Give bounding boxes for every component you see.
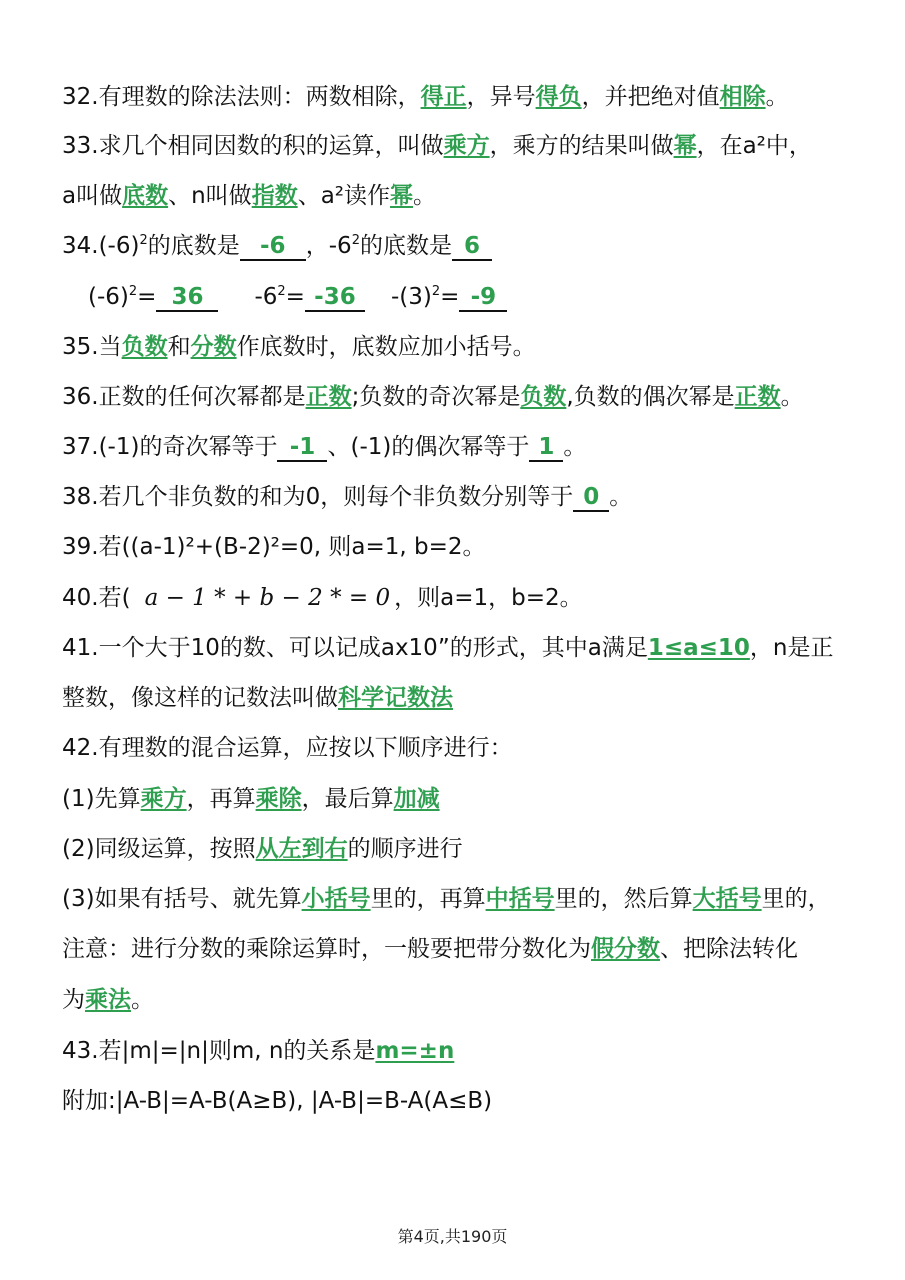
answer: 大括号 bbox=[692, 886, 762, 912]
text: 42.有理数的混合运算，应按以下顺序进行： bbox=[62, 735, 513, 761]
item-36 bbox=[62, 380, 865, 414]
text: 里的，再算 bbox=[370, 886, 486, 912]
answer: 负数 bbox=[520, 384, 567, 410]
text: 40.若( bbox=[62, 585, 131, 611]
text: -6 bbox=[254, 284, 278, 310]
text: ，在a²中， bbox=[696, 133, 812, 159]
text: ,负数的偶次幂是 bbox=[566, 384, 735, 410]
text: 。 bbox=[765, 84, 789, 110]
answer: 分数 bbox=[190, 334, 237, 360]
text: (1)先算 bbox=[62, 786, 141, 812]
appendix bbox=[62, 1084, 865, 1118]
text: 为 bbox=[62, 987, 85, 1013]
answer: 指数 bbox=[251, 183, 298, 209]
answer: 假分数 bbox=[591, 936, 660, 962]
item-42-2 bbox=[62, 832, 865, 866]
item-34-line2 bbox=[88, 280, 865, 314]
text: ，最后算 bbox=[301, 786, 394, 812]
answer: -9 bbox=[470, 284, 497, 310]
text: 43.若|m|=|n|则m, n的关系是 bbox=[62, 1038, 376, 1064]
answer: 科学记数法 bbox=[338, 685, 453, 711]
answer: 加减 bbox=[393, 786, 440, 812]
item-34-line1 bbox=[62, 229, 865, 263]
text: 里的，然后算 bbox=[554, 886, 693, 912]
exponent: 2 bbox=[277, 284, 286, 299]
text: 的底数是 bbox=[359, 233, 452, 259]
answer: 正数 bbox=[734, 384, 781, 410]
fill-blank bbox=[529, 434, 563, 462]
text: ，再算 bbox=[186, 786, 256, 812]
answer: -1 bbox=[289, 434, 316, 460]
text: ，并把绝对值 bbox=[581, 84, 720, 110]
item-42 bbox=[62, 731, 865, 765]
text: 41.一个大于10的数、可以记成ax10”的形式，其中a满足 bbox=[62, 635, 648, 661]
answer: -6 bbox=[259, 233, 286, 259]
text: 、n叫做 bbox=[168, 183, 252, 209]
answer: 负数 bbox=[121, 334, 168, 360]
answer: 幂 bbox=[390, 183, 414, 209]
answer: 底数 bbox=[122, 183, 169, 209]
answer: 从左到右 bbox=[255, 836, 348, 862]
text: 的底数是 bbox=[147, 233, 240, 259]
text: 37.(-1)的奇次幂等于 bbox=[62, 434, 278, 460]
page-number: 第4页,共190页 bbox=[397, 1227, 508, 1246]
exponent: 2 bbox=[351, 233, 360, 248]
answer: 幂 bbox=[673, 133, 697, 159]
text: ，-6 bbox=[305, 233, 352, 259]
text: 作底数时，底数应加小括号。 bbox=[236, 334, 536, 360]
text: = bbox=[137, 284, 157, 310]
answer: 得正 bbox=[420, 84, 467, 110]
fill-blank bbox=[240, 233, 306, 261]
item-41-line1 bbox=[62, 631, 865, 665]
text: 整数，像这样的记数法叫做 bbox=[62, 685, 338, 711]
answer: 1 bbox=[538, 434, 555, 460]
answer: 小括号 bbox=[301, 886, 371, 912]
text: 的顺序进行 bbox=[347, 836, 463, 862]
item-33-line2 bbox=[62, 179, 865, 213]
text: 里的， bbox=[761, 886, 831, 912]
text: ，异号 bbox=[466, 84, 536, 110]
answer: 乘方 bbox=[443, 133, 490, 159]
fill-blank bbox=[459, 284, 507, 312]
text: 36.正数的任何次幂都是 bbox=[62, 384, 306, 410]
text: ，则a=1，b=2。 bbox=[394, 585, 583, 611]
math-expression: a − 1 * + b − 2 * = 0 bbox=[144, 585, 391, 611]
item-33-line1 bbox=[62, 129, 865, 163]
answer: 乘除 bbox=[255, 786, 302, 812]
text: 33.求几个相同因数的积的运算，叫做 bbox=[62, 133, 444, 159]
text: = bbox=[440, 284, 460, 310]
text: 和 bbox=[167, 334, 191, 360]
answer: 相除 bbox=[719, 84, 766, 110]
answer: 36 bbox=[171, 284, 204, 310]
answer: 得负 bbox=[535, 84, 582, 110]
text: 、把除法转化 bbox=[660, 936, 798, 962]
text: 、a²读作 bbox=[297, 183, 391, 209]
fill-blank bbox=[277, 434, 327, 462]
text: 。 bbox=[780, 384, 804, 410]
item-42-note-line1 bbox=[62, 932, 865, 966]
text: 注意：进行分数的乘除运算时，一般要把带分数化为 bbox=[62, 936, 591, 962]
item-42-1 bbox=[62, 782, 865, 816]
item-42-3 bbox=[62, 882, 865, 916]
text: -(3) bbox=[390, 284, 432, 310]
text: 39.若((a-1)²+(B-2)²=0, 则a=1, b=2。 bbox=[62, 534, 486, 560]
text: 。 bbox=[131, 987, 154, 1013]
text: ，乘方的结果叫做 bbox=[489, 133, 674, 159]
item-41-line2 bbox=[62, 681, 865, 715]
exponent: 2 bbox=[128, 284, 138, 299]
answer: 6 bbox=[463, 233, 480, 259]
answer: 0 bbox=[583, 484, 600, 510]
text: ;负数的奇次幂是 bbox=[351, 384, 521, 410]
text: 32.有理数的除法法则：两数相除， bbox=[62, 84, 421, 110]
item-40 bbox=[62, 581, 865, 615]
item-32 bbox=[62, 80, 865, 114]
text: 34.(-6) bbox=[62, 233, 140, 259]
text: = bbox=[285, 284, 305, 310]
text: (-6) bbox=[88, 284, 129, 310]
item-39 bbox=[62, 530, 865, 564]
fill-blank bbox=[305, 284, 365, 312]
exponent: 2 bbox=[139, 233, 148, 248]
item-35 bbox=[62, 330, 865, 364]
text: 附加:|A-B|=A-B(A≥B), |A-B|=B-A(A≤B) bbox=[62, 1088, 493, 1114]
fill-blank bbox=[452, 233, 492, 261]
item-37 bbox=[62, 430, 865, 464]
text: 。 bbox=[609, 484, 633, 510]
text: 。 bbox=[413, 183, 437, 209]
text: 35.当 bbox=[62, 334, 122, 360]
item-42-note-line2 bbox=[62, 983, 865, 1017]
answer: 中括号 bbox=[485, 886, 555, 912]
text: 。 bbox=[563, 434, 587, 460]
text: a叫做 bbox=[62, 183, 123, 209]
exponent: 2 bbox=[431, 284, 441, 299]
text: 、(-1)的偶次幂等于 bbox=[327, 434, 530, 460]
text: ，n是正 bbox=[749, 635, 834, 661]
text: 38.若几个非负数的和为0，则每个非负数分别等于 bbox=[62, 484, 574, 510]
answer: 正数 bbox=[305, 384, 352, 410]
fill-blank bbox=[573, 484, 609, 512]
item-38 bbox=[62, 480, 865, 514]
answer: 乘法 bbox=[85, 987, 131, 1013]
text: (2)同级运算，按照 bbox=[62, 836, 256, 862]
answer: 乘方 bbox=[140, 786, 187, 812]
item-43 bbox=[62, 1034, 865, 1068]
answer: m=±n bbox=[375, 1038, 455, 1064]
fill-blank bbox=[156, 284, 218, 312]
text: (3)如果有括号、就先算 bbox=[62, 886, 302, 912]
answer: -36 bbox=[314, 284, 356, 310]
answer: 1≤a≤10 bbox=[647, 635, 750, 661]
